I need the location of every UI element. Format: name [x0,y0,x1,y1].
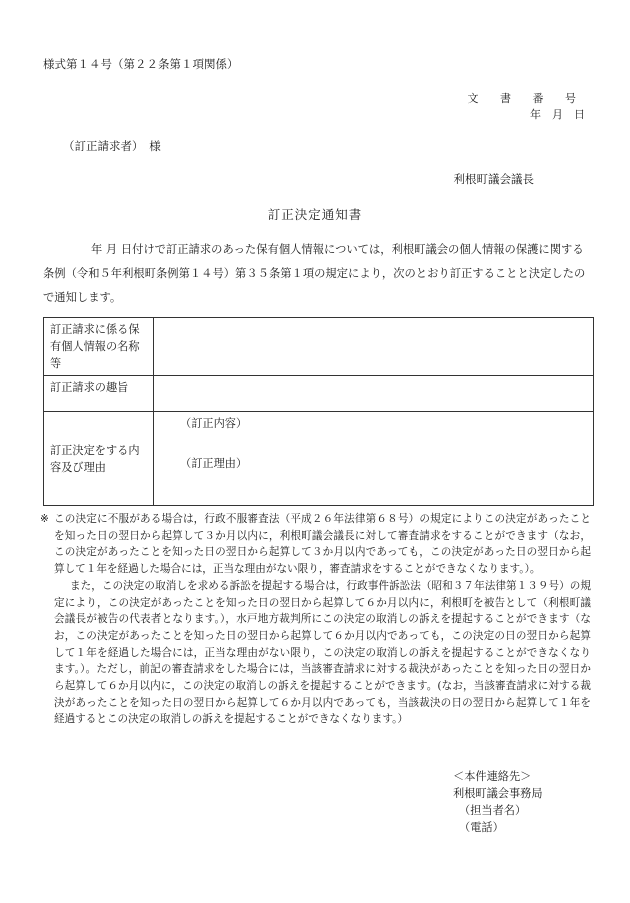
row-value-decision-content [154,412,594,506]
contact-block [453,768,543,836]
row-value-information-name [154,318,594,376]
form-number: 様式第１４号（第２２条第１項関係） [43,57,239,71]
body-paragraph [43,238,591,310]
table-row [44,412,594,506]
note-lawsuit [43,578,591,728]
document-title: 訂正決定通知書 [267,207,363,222]
table-row [44,376,594,412]
table-row [44,318,594,376]
body-intro-text: 年 月 日付けで訂正請求のあった保有個人情報については，利根町議会の個人情報の保護に関する条例（令和５年利根町条例第１４号）第３５条第１項の規定により，次のとおり訂正することと決定したので通知します。 [43,243,586,304]
note2-text: また，この決定の取消しを求める訴訟を提起する場合は，行政事件訴訟法（昭和３７年法律第１３９号）の規定により，この決定があったことを知った日の翌日から起算して６か月以内に，利根町を被告として（利根町議会議長が被告の代表者となります。），水戸地方裁判所にこの決定の取消しの訴えを提起することができます（なお，この決定があったことを知った日の翌日から起算して６か月以内であっても，この決定の日の翌日から起算して１年を経過した場合には，正当な理由がない限り，この決定の取消しの訴えを提起することができなくなります。）。ただし，前記の審査請求をした場合には，当該審査請求に対する裁決があったことを知った日の翌日から起算して６か月以内に，この決定の取消しの訴えを提起することができます。(なお，当該審査請求に対する裁決があったことを知った日の翌日から起算して６か月以内であっても，当該裁決の日の翌日から起算して１年を経過するとこの決定の取消しの訴えを提起することができなくなります。） [54,579,591,726]
date-label: 年 月 日 [530,108,585,121]
row-label-request-purpose: 訂正請求の趣旨 [44,376,154,412]
row-label-information-name: 訂正請求に係る保有個人情報の名称等 [44,318,154,376]
correction-reason-label: （訂正理由） [180,457,248,470]
row-value-request-purpose [154,376,594,412]
note1-text: この決定に不服がある場合は，行政不服審査法（平成２６年法律第６８号）の規定によりこの決定があったことを知った日の翌日から起算して３か月以内に，利根町議会議長に対して審査請求をすることができます（なお，この決定があったことを知った日の翌日から起算して３か月以内であっても，この決定があった日の翌日から起算して１年を経過した場合には，正当な理由がない限り，審査請求をすることができなくなります。）。 [54,513,591,576]
note-mark: ※ [40,513,49,525]
sender-name: 利根町議会議長 [453,172,534,186]
note-administrative-appeal [40,511,591,578]
row-label-decision-content: 訂正決定をする内容及び理由 [44,412,154,506]
notes-section [40,511,591,728]
contact-office: 利根町議会事務局 [453,787,543,800]
addressee: （訂正請求者） 様 [63,139,161,153]
document-number-label: 文 書 番 号 [467,92,585,105]
decision-table [43,317,594,506]
contact-person: （担当者名） [459,804,527,817]
contact-heading: ＜本件連絡先＞ [453,770,532,783]
contact-phone: （電話） [459,821,504,834]
correction-content-label: （訂正内容） [180,417,248,430]
